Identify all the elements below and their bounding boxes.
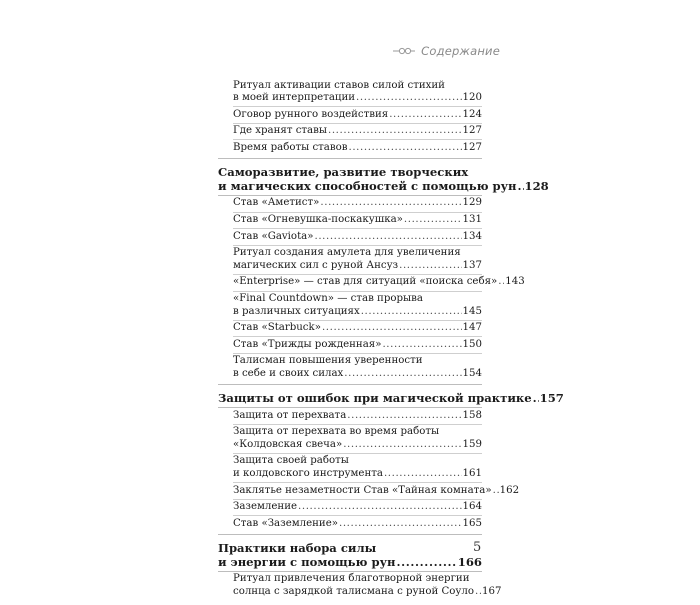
toc-leader-row — [233, 109, 482, 122]
dot-leader — [533, 391, 539, 405]
toc-entry[interactable] — [233, 483, 520, 500]
dot-leader — [344, 368, 461, 381]
toc-line-text: солнца с зарядкой талисмана с руной Соуло — [233, 585, 475, 597]
toc-entry[interactable] — [233, 124, 482, 141]
dot-leader — [475, 586, 481, 599]
toc-page-number: 147 — [462, 322, 482, 334]
dot-leader — [356, 92, 462, 105]
toc-page-number: 165 — [462, 517, 482, 529]
dot-leader — [322, 322, 462, 335]
toc-line-text: Заклятье незаметности Став «Тайная комната» — [233, 484, 492, 496]
dot-leader — [396, 555, 456, 569]
toc-section-heading[interactable] — [218, 388, 564, 408]
toc-leader-row — [233, 322, 482, 335]
dot-leader — [404, 214, 462, 227]
toc-page-number: 157 — [539, 391, 564, 406]
toc-leader-row — [233, 125, 482, 138]
toc-line-text: в себе и своих силах — [233, 368, 344, 379]
table-of-contents — [218, 78, 564, 605]
toc-leader-row — [233, 306, 482, 319]
toc-page-number: 120 — [462, 92, 482, 104]
toc-leader-row — [233, 92, 482, 105]
toc-entry[interactable] — [233, 500, 482, 517]
toc-section — [218, 388, 564, 535]
toc-line-text: Ритуал активации ставов силой стихий — [233, 79, 445, 91]
toc-leader-row — [218, 178, 549, 193]
toc-leader-row — [233, 339, 482, 352]
toc-page-number: 150 — [462, 338, 482, 350]
toc-line-text: Став «Аметист» — [233, 197, 320, 209]
toc-line-text: Оговор рунного воздействия — [233, 108, 389, 120]
toc-leader-row — [233, 501, 482, 514]
toc-page-number: 127 — [462, 141, 482, 153]
dot-leader — [493, 485, 499, 498]
toc-page-number: 167 — [482, 585, 502, 597]
toc-entry[interactable] — [233, 337, 482, 354]
dot-leader — [382, 339, 461, 352]
dot-leader — [347, 410, 461, 423]
dot-leader — [361, 306, 462, 319]
toc-leader-row — [233, 368, 482, 381]
toc-page-number: 134 — [462, 230, 482, 242]
toc-line-text: Время работы ставов — [233, 141, 348, 153]
toc-section — [218, 538, 502, 602]
toc-line-text: Защита от перехвата — [233, 409, 347, 421]
toc-section — [218, 162, 549, 385]
toc-entry[interactable] — [233, 454, 482, 483]
toc-page-number: 158 — [462, 409, 482, 421]
toc-page-number: 164 — [462, 501, 482, 513]
rune-ornament-icon — [393, 45, 415, 57]
toc-line-text: в моей интерпретации — [233, 92, 356, 104]
toc-entry[interactable] — [233, 572, 502, 600]
toc-line-text: Заземление — [233, 501, 298, 513]
toc-page-number: 131 — [462, 214, 482, 226]
toc-leader-row — [233, 214, 482, 227]
toc-page-number: 166 — [457, 554, 482, 569]
toc-entry[interactable] — [233, 229, 482, 246]
toc-line-text: Саморазвитие, развитие творческих — [218, 164, 469, 179]
toc-page-number: 143 — [505, 276, 525, 288]
toc-entry[interactable] — [233, 425, 482, 454]
toc-section-heading[interactable] — [218, 538, 482, 572]
toc-entry[interactable] — [233, 354, 482, 382]
dot-leader — [320, 197, 461, 210]
toc-page-number: 127 — [462, 125, 482, 137]
toc-entries — [218, 78, 482, 156]
toc-line-text: Защита от перехвата во время работы — [233, 426, 440, 438]
toc-line-text: Став «Gaviota» — [233, 230, 314, 242]
dot-leader — [328, 125, 462, 138]
toc-leader-row — [218, 391, 564, 406]
dot-leader — [343, 439, 461, 452]
toc-entry[interactable] — [233, 140, 482, 156]
running-head — [393, 44, 500, 58]
toc-line-text: Защита своей работы — [233, 455, 349, 467]
toc-entry[interactable] — [233, 321, 482, 338]
dot-leader — [349, 142, 462, 155]
toc-leader-row — [233, 518, 482, 531]
toc-line-text: и энергии с помощью рун — [218, 554, 396, 569]
toc-leader-row — [233, 484, 520, 498]
running-head-title: Содержание — [421, 44, 500, 58]
toc-entries — [218, 196, 525, 382]
dot-leader — [384, 468, 462, 481]
toc-leader-row — [233, 276, 525, 289]
toc-line-text: Где хранят ставы — [233, 125, 327, 137]
dot-leader — [399, 260, 461, 273]
toc-page-number: 154 — [462, 368, 482, 379]
dot-leader — [314, 231, 461, 244]
toc-page-number: 137 — [462, 259, 482, 271]
toc-line-text: Став «Заземление» — [233, 517, 338, 529]
toc-line-text: Став «Starbuck» — [233, 322, 321, 334]
toc-page-number: 129 — [462, 197, 482, 209]
toc-page-number: 128 — [524, 178, 549, 193]
toc-page-number: 124 — [462, 108, 482, 120]
dot-leader — [298, 501, 462, 514]
toc-leader-row — [233, 142, 482, 155]
toc-entry[interactable] — [233, 246, 482, 275]
page-number: 5 — [473, 540, 482, 555]
dot-leader — [498, 276, 504, 289]
toc-line-text: в различных ситуациях — [233, 305, 360, 317]
toc-leader-row — [233, 468, 482, 481]
toc-line-text: и колдовского инструмента — [233, 467, 383, 479]
toc-line-text: Талисман повышения уверенности — [233, 355, 423, 367]
toc-page-number: 159 — [462, 438, 482, 450]
toc-entry[interactable] — [233, 78, 482, 107]
toc-entries — [218, 408, 520, 532]
toc-entry[interactable] — [233, 275, 525, 292]
toc-line-text: магических сил с руной Ансуз — [233, 259, 399, 271]
toc-line-text: Практики набора силы — [218, 540, 377, 555]
toc-entries — [218, 572, 502, 600]
toc-leader-row — [218, 555, 482, 569]
toc-leader-row — [233, 410, 482, 423]
toc-line-text: и магических способностей с помощью рун — [218, 178, 517, 193]
toc-entry[interactable] — [233, 107, 482, 124]
toc-leader-row — [233, 197, 482, 210]
toc-line-text: Ритуал создания амулета для увеличения — [233, 247, 461, 259]
toc-page-number: 161 — [462, 467, 482, 479]
toc-entry[interactable] — [233, 196, 482, 213]
toc-page-number: 162 — [499, 484, 520, 496]
toc-line-text: Став «Огневушка-поскакушка» — [233, 214, 403, 226]
toc-leader-row — [233, 260, 482, 273]
dot-leader — [339, 518, 462, 531]
toc-line-text: «Колдовская свеча» — [233, 438, 343, 450]
toc-entry[interactable] — [233, 516, 482, 532]
toc-leader-row — [233, 231, 482, 244]
toc-line-text: Став «Трижды рожденная» — [233, 338, 382, 350]
toc-section — [218, 78, 482, 159]
toc-line-text: Ритуал привлечения благотворной энергии — [233, 573, 470, 585]
toc-page-number: 145 — [462, 305, 482, 317]
toc-line-text: Защиты от ошибок при магической практике — [218, 391, 532, 406]
toc-line-text: «Final Countdown» — став прорыва — [233, 293, 423, 305]
toc-entry[interactable] — [233, 408, 482, 425]
toc-entry[interactable] — [233, 292, 482, 321]
toc-line-text: «Enterprise» — став для ситуаций «поиска себя» — [233, 276, 498, 288]
dot-leader — [518, 179, 524, 193]
dot-leader — [389, 109, 461, 122]
toc-leader-row — [233, 439, 482, 452]
toc-section-heading[interactable] — [218, 162, 549, 196]
toc-leader-row — [233, 585, 502, 599]
toc-entry[interactable] — [233, 213, 482, 230]
